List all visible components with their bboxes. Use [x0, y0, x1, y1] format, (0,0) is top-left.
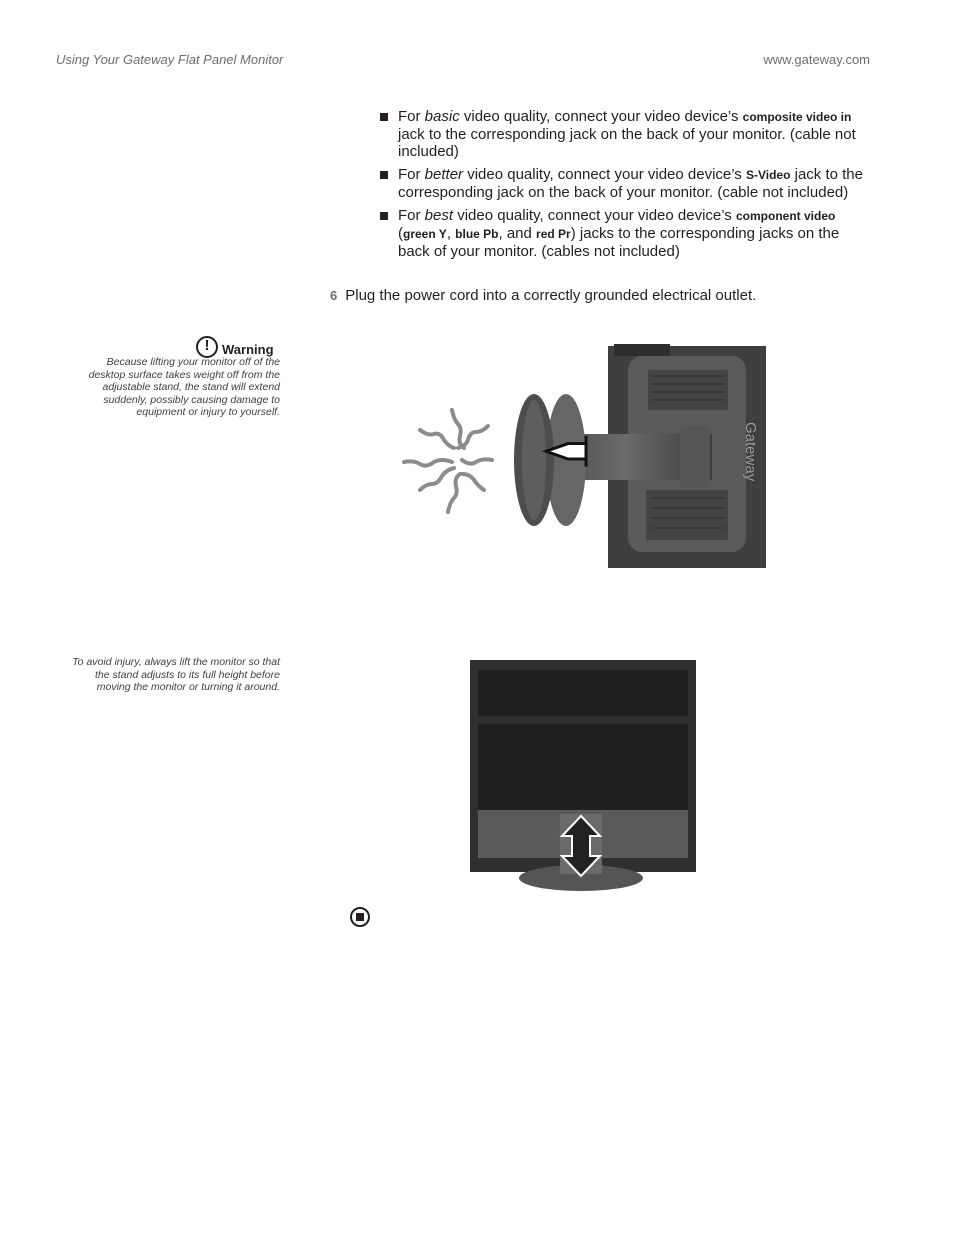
connector-name: green Y — [403, 227, 447, 241]
list-item-better — [380, 166, 870, 201]
warning-title: Warning — [222, 342, 274, 357]
running-header-title: Using Your Gateway Flat Panel Monitor — [56, 52, 284, 67]
section-end-icon — [350, 907, 370, 927]
quality-term: best — [424, 207, 454, 224]
bullet-text: ) jacks to the corresponding jacks on the back of your monitor. (cables not included) — [398, 225, 840, 260]
warning-heading — [196, 336, 282, 358]
bullet-text: For — [398, 166, 425, 183]
monitor-front-height-adjust-figure — [468, 658, 698, 894]
bullet-square-icon — [380, 113, 388, 121]
connector-name: blue Pb — [455, 227, 499, 241]
step-text: Plug the power cord into a correctly grounded electrical outlet. — [345, 287, 757, 304]
bullet-text: , — [446, 225, 456, 242]
connector-name: red Pr — [536, 227, 571, 241]
connector-name: composite video in — [742, 110, 852, 124]
video-quality-list — [380, 108, 870, 266]
bullet-square-icon — [380, 212, 388, 220]
bullet-text: jack to the corresponding jack on the back of your monitor. (cable not included) — [398, 126, 856, 160]
bullet-text: ( — [398, 225, 403, 242]
quality-term: better — [424, 166, 464, 183]
monitor-rear-stand-extending-figure — [400, 340, 770, 572]
bullet-text: , and — [498, 225, 537, 242]
list-item-basic — [380, 108, 870, 160]
bullet-text: For — [398, 108, 425, 125]
motion-lines-icon — [404, 410, 492, 512]
bullet-text: For — [398, 207, 425, 224]
bullet-text: video quality, connect your video device’s — [453, 207, 736, 224]
lift-note-text: To avoid injury, always lift the monitor so that the stand adjusts to its full height before moving the monitor or turning it around. — [72, 656, 280, 693]
connector-name: component video — [735, 209, 836, 223]
bullet-square-icon — [380, 171, 388, 179]
quality-term: basic — [424, 108, 460, 125]
connector-name: S-Video — [745, 168, 791, 182]
list-item-best — [380, 207, 870, 260]
step-number: 6 — [330, 288, 338, 303]
running-header-website: www.gateway.com — [763, 52, 870, 67]
step-6 — [330, 287, 756, 304]
bullet-text: video quality, connect your video device’s — [463, 166, 746, 183]
warning-text: Because lifting your monitor off of the desktop surface takes weight off from the adjustable stand, the stand will extend suddenly, possibly causing damage to equipment or injury to yourself. — [88, 356, 280, 418]
warning-icon — [196, 336, 218, 358]
monitor-screen — [478, 724, 688, 810]
bullet-text: jack to the corresponding jack on the back of your monitor. (cable not included) — [398, 166, 863, 201]
bullet-text: video quality, connect your video device’s — [459, 108, 743, 125]
gateway-logo: Gateway — [742, 422, 759, 482]
